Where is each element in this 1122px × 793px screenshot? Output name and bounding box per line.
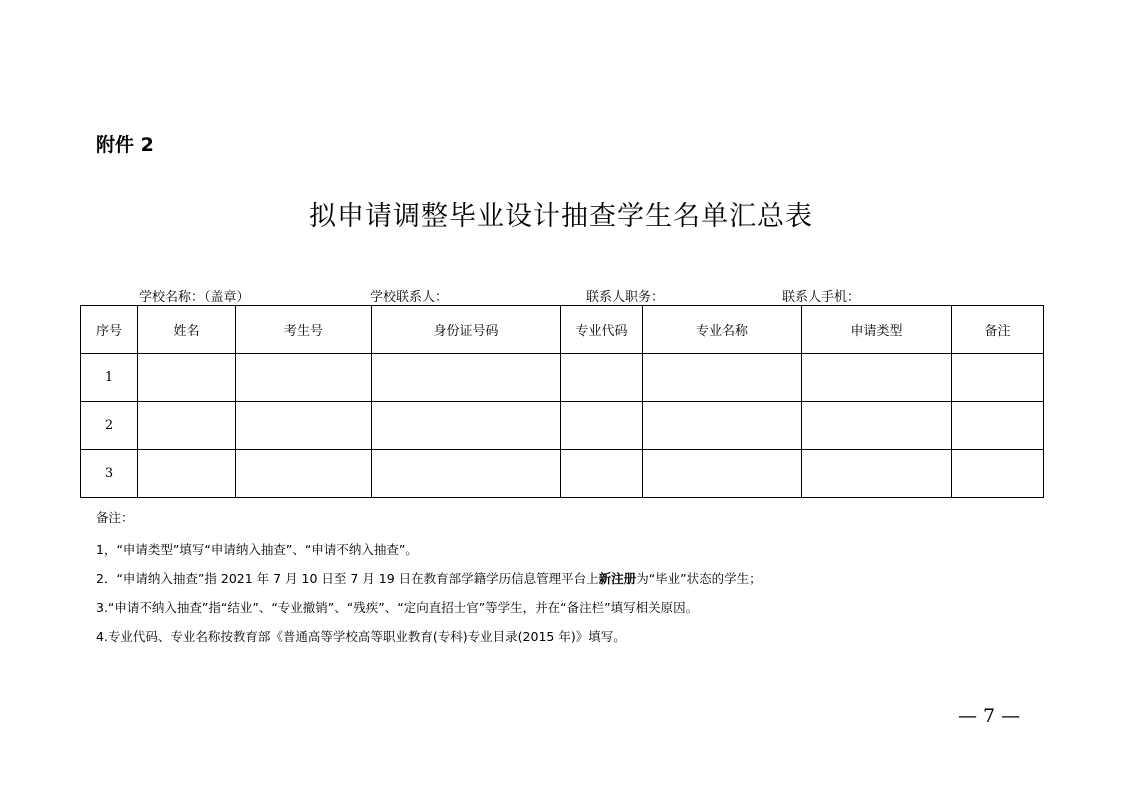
cell-application-type <box>802 402 952 450</box>
row-index: 3 <box>81 450 138 498</box>
cell-major-code <box>561 354 643 402</box>
notes-heading: 备注： <box>96 510 134 525</box>
cell-remarks <box>952 402 1044 450</box>
cell-id-number <box>372 450 561 498</box>
summary-table <box>80 305 1044 498</box>
info-contact-phone: 联系人手机： <box>782 290 861 305</box>
header-major-code: 专业代码 <box>561 306 643 354</box>
cell-name <box>138 402 236 450</box>
table-row <box>81 450 1044 498</box>
note-item-2-after: 为“毕业”状态的学生； <box>636 571 762 586</box>
cell-name <box>138 450 236 498</box>
info-school-name: 学校名称：（盖章） <box>139 290 250 305</box>
cell-major-name <box>643 354 802 402</box>
cell-application-type <box>802 354 952 402</box>
cell-major-code <box>561 402 643 450</box>
table-row <box>81 354 1044 402</box>
note-item-2 <box>96 569 762 587</box>
attachment-label: 附件 2 <box>96 134 154 156</box>
row-index: 1 <box>81 354 138 402</box>
header-id-number: 身份证号码 <box>372 306 561 354</box>
note-item-1: 1，“申请类型”填写“申请纳入抽查”、“申请不纳入抽查”。 <box>96 542 418 557</box>
row-index: 2 <box>81 402 138 450</box>
cell-name <box>138 354 236 402</box>
header-index: 序号 <box>81 306 138 354</box>
cell-remarks <box>952 354 1044 402</box>
note-item-3: 3.“申请不纳入抽查”指“结业”、“专业撤销”、“残疾”、“定向直招士官”等学生，并在“备注栏”填写相关原因。 <box>96 600 699 615</box>
table-row <box>81 402 1044 450</box>
cell-major-name <box>643 402 802 450</box>
cell-id-number <box>372 354 561 402</box>
info-school-contact: 学校联系人： <box>370 290 449 305</box>
cell-application-type <box>802 450 952 498</box>
header-application-type: 申请类型 <box>802 306 952 354</box>
cell-major-code <box>561 450 643 498</box>
cell-id-number <box>372 402 561 450</box>
note-item-2-bold: 新注册 <box>598 571 637 586</box>
info-contact-position: 联系人职务： <box>586 290 665 305</box>
header-remarks: 备注 <box>952 306 1044 354</box>
header-name: 姓名 <box>138 306 236 354</box>
page-title: 拟申请调整毕业设计抽查学生名单汇总表 <box>309 201 813 232</box>
cell-exam-number <box>236 450 372 498</box>
cell-exam-number <box>236 402 372 450</box>
notes-section <box>96 508 762 656</box>
page-number: — 7 — <box>958 705 1021 727</box>
table-header-row <box>81 306 1044 354</box>
note-item-2-before: 2．“申请纳入抽查”指 2021 年 7 月 10 日至 7 月 19 日在教育部学籍学历信息管理平台上 <box>96 571 599 586</box>
cell-remarks <box>952 450 1044 498</box>
cell-major-name <box>643 450 802 498</box>
header-exam-number: 考生号 <box>236 306 372 354</box>
note-item-4: 4.专业代码、专业名称按教育部《普通高等学校高等职业教育(专科)专业目录(2015 年)》填写。 <box>96 629 626 644</box>
header-major-name: 专业名称 <box>643 306 802 354</box>
cell-exam-number <box>236 354 372 402</box>
